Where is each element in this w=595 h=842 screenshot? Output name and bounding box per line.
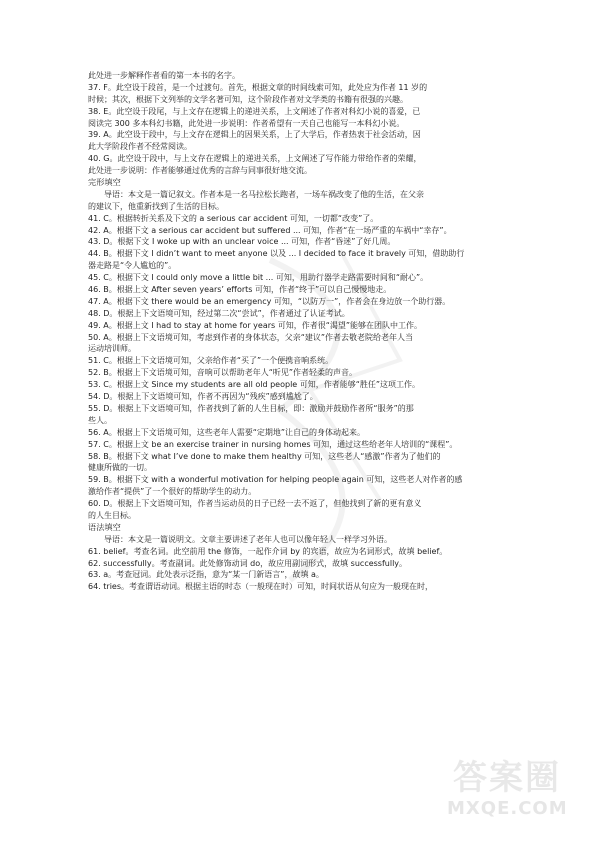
text-line: 60. D。根据上下文语境可知，作者当运动员的日子已经一去不返了，但他找到了新的更有意义 [88, 499, 422, 509]
text-line: 健康所做的一切。 [88, 463, 152, 473]
text-line: 57. C。根据上文 be an exercise trainer in nursing homes 可知，通过这些给老年人培训的“课程”。 [88, 439, 458, 449]
text-line: 47. A。根据下文 there would be an emergency 可知，“以防万一”，作者会在身边放一个助行器。 [88, 296, 451, 306]
text-line: 38. E。此空设于段尾，与上文存在逻辑上的递进关系，上文阐述了作者对科幻小说的喜爱，已 [88, 106, 421, 116]
text-line: 45. C。根据下文 I could only move a little bit ... 可知，用助行器学走路需要时间和“耐心”。 [88, 273, 429, 283]
text-line: 61. belief。考查名词。此空前用 the 修饰，一起作介词 by 的宾语，故应为名词形式，故填 belief。 [88, 546, 448, 556]
text-line: 52. B。根据上下文语境可知，音响可以帮助老年人“听见”作者轻柔的声音。 [88, 368, 358, 378]
text-line: 此处进一步说明：作者能够通过优秀的言辞与同事很好地交流。 [88, 166, 312, 176]
intro-line: 导语：本文是一篇记叙文。作者本是一名马拉松长跑者，一场车祸改变了他的生活，在父亲 [104, 189, 424, 199]
text-line: 激给作者“提供”了一个很好的帮助学生的动力。 [88, 487, 257, 497]
text-line: 53. C。根据上文 Since my students are all old people 可知，作者能够“胜任”这项工作。 [88, 380, 421, 390]
text-line: 43. D。根据下文 I woke up with an unclear voice ... 可知，作者“昏迷”了好几周。 [88, 237, 396, 247]
text-line: 42. A。根据下文 a serious car accident but suffered ... 可知，作者“在一场严重的车祸中“幸存”。 [88, 225, 452, 235]
text-line: 阅读完 300 多本科幻书籍，此处进一步说明：作者希望有一天自己也能写一本科幻小说。 [88, 118, 405, 128]
text-line: 48. D。根据上下文语境可知，经过第二次“尝试”，作者通过了认证考试。 [88, 308, 350, 318]
text-line: 44. B。根据下文 I didn’t want to meet anyone 以及 ... I decided to face it bravely 可知，借助助行 [88, 249, 465, 259]
text-line: 运动培训师。 [88, 344, 136, 354]
text-line: 46. B。根据上文 After seven years’ efforts 可知，作者“终于”可以自己慢慢地走。 [88, 285, 392, 295]
text-line: 此处进一步解释作者看的第一本书的名字。 [88, 71, 240, 80]
text-line: 50. A。根据上下文语境可知，考虑到作者的身体状态，父亲“建议”作者去敬老院给老年人当 [88, 332, 414, 342]
watermark-logo-text: 答案圈 [453, 758, 561, 798]
text-line: 41. C。根据转折关系及下文的 a serious car accident 可知，一切都“改变”了。 [88, 213, 379, 223]
text-line: 51. C。根据上下文语境可知，父亲给作者“买了”一个便携音响系统。 [88, 356, 334, 366]
answer-explanations [88, 70, 508, 593]
text-line: 59. B。根据下文 with a wonderful motivation for helping people again 可知，这些老人对作者的感 [88, 475, 463, 485]
watermark-logo [447, 758, 567, 822]
text-line: 器走路是“令人尴尬的”。 [88, 261, 177, 271]
text-line: 58. B。根据下文 what I’ve done to make them healthy 可知，这些老人“感激”作者为了他们的 [88, 451, 441, 461]
text-line: 49. A。根据上文 I had to stay at home for years 可知，作者很“渴望”能够在团队中工作。 [88, 320, 423, 330]
text-line: 54. D。根据上下文语境可知，作者不再因为“残疾”感到尴尬了。 [88, 392, 318, 402]
text-line: 40. G。此空设于段中，与上文存在逻辑上的递进关系，上文阐述了写作能力带给作者的荣耀， [88, 154, 422, 164]
intro-line: 导语：本文是一篇说明文。文章主要讲述了老年人也可以像年轻人一样学习外语。 [104, 534, 392, 544]
text-line: 62. successfully。考查副词。此处修饰动词 do，故应用副词形式，故填 successfully。 [88, 558, 408, 568]
text-line: 39. A。此空设于段中，与上文存在逻辑上的因果关系，上了大学后，作者热衷于社会活动，因 [88, 130, 421, 140]
text-line: 64. tries。考查谓语动词。根据主语的时态（一般现在时）可知，时间状语从句应为一般现在时， [88, 582, 433, 592]
text-line: 时候；其次，根据下文列举的文学名著可知，这个阶段作者对文学类的书籍有很强的兴趣。 [88, 94, 408, 104]
text-line: 63. a。考查冠词。此处表示泛指，意为“某一门新语言”，故填 a。 [88, 570, 324, 580]
text-line: 的建议下，他重新找到了生活的目标。 [88, 201, 224, 211]
section-heading-grammar: 语法填空 [88, 521, 121, 532]
text-line: 56. A。根据上下文语境可知，这些老年人需要“定期地”让自己的身体动起来。 [88, 427, 366, 437]
text-line: 55. D。根据上下文语境可知，作者找到了新的人生目标，即：激励并鼓励作者所“服务”的那 [88, 403, 414, 413]
text-line: 的人生目标。 [88, 510, 136, 520]
section-heading-cloze: 完形填空 [88, 177, 121, 188]
text-line: 此大学阶段作者不经常阅读。 [88, 142, 192, 152]
text-line: 些人。 [88, 415, 112, 425]
watermark-logo-url: MXQE.COM [447, 798, 568, 819]
text-line: 37. F。此空设于段首，是一个过渡句。首先，根据文章的时间线索可知，此处应为作者 11 岁的 [88, 82, 428, 92]
